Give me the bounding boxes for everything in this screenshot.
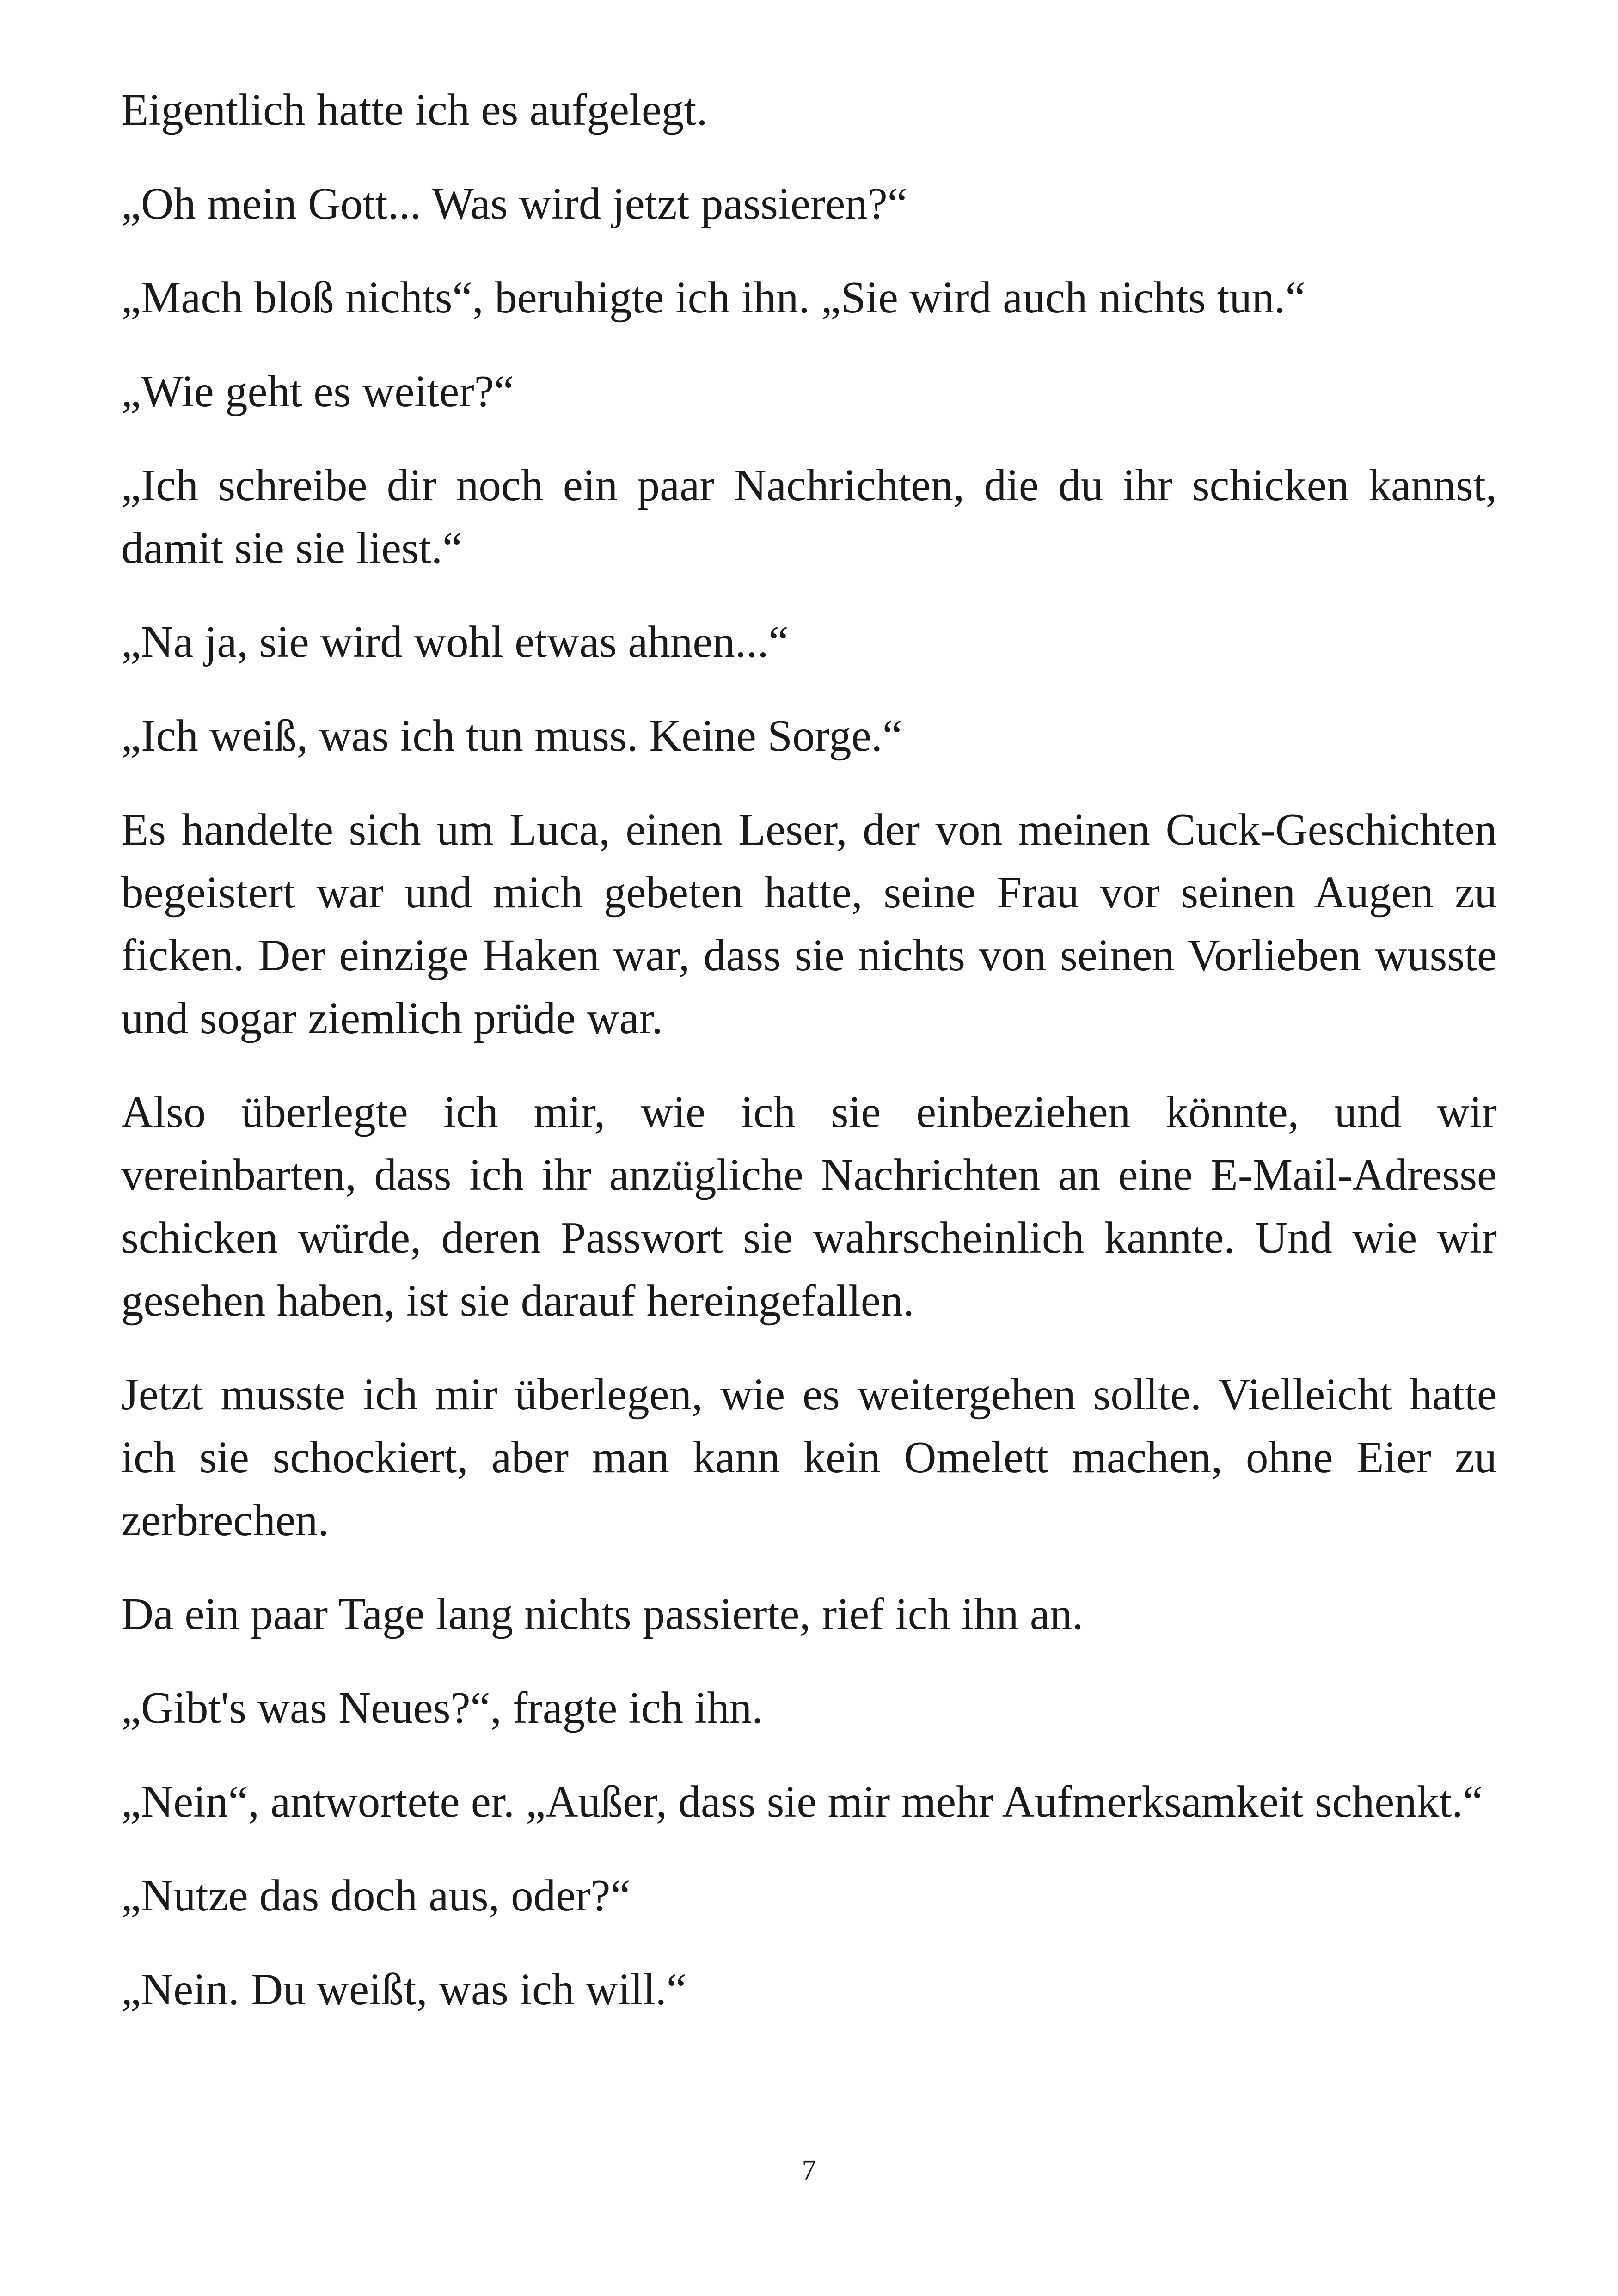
paragraph: „Nein. Du weißt, was ich will.“ [121,1965,686,2014]
paragraph: „Gibt's was Neues?“, fragte ich ihn. [121,1683,763,1733]
paragraph: „Nein“, antwortete er. „Außer, dass sie mir mehr Aufmerksamkeit schenkt.“ [121,1777,1483,1826]
page-number: 7 [802,2155,816,2186]
paragraph: Eigentlich hatte ich es aufgelegt. [121,85,708,135]
paragraph: Es handelte sich um Luca, einen Leser, der von meinen Cuck-Geschichten begeistert war und mich gebeten hatte, seine Frau vor seinen Augen zu ficken. Der einzige Haken war, dass sie nichts von seinen Vorlieben wusste und sogar ziemlich prüde war. [121,805,1497,1043]
paragraph: „Ich schreibe dir noch ein paar Nachrichten, die du ihr schicken kannst, damit sie sie liest.“ [121,460,1497,573]
paragraph: Jetzt musste ich mir überlegen, wie es weitergehen sollte. Vielleicht hatte ich sie schockiert, aber man kann kein Omelett machen, ohne Eier zu zerbrechen. [121,1370,1497,1545]
paragraph: „Oh mein Gott... Was wird jetzt passieren?“ [121,179,907,228]
paragraph: „Mach bloß nichts“, beruhigte ich ihn. „Sie wird auch nichts tun.“ [121,273,1305,322]
paragraph: „Nutze das doch aus, oder?“ [121,1871,631,1920]
paragraph: „Ich weiß, was ich tun muss. Keine Sorge.“ [121,711,902,760]
paragraph: Da ein paar Tage lang nichts passierte, rief ich ihn an. [121,1589,1084,1639]
paragraph: „Na ja, sie wird wohl etwas ahnen...“ [121,617,789,667]
paragraph: „Wie geht es weiter?“ [121,367,514,416]
paragraph: Also überlegte ich mir, wie ich sie einbeziehen könnte, und wir vereinbarten, dass ich ihr anzügliche Nachrichten an eine E-Mail-Adresse schicken würde, deren Passwort sie wahrscheinlich kannte. Und wie wir gesehen haben, ist sie darauf hereingefallen. [121,1087,1497,1325]
page-body-text [121,79,1497,2052]
